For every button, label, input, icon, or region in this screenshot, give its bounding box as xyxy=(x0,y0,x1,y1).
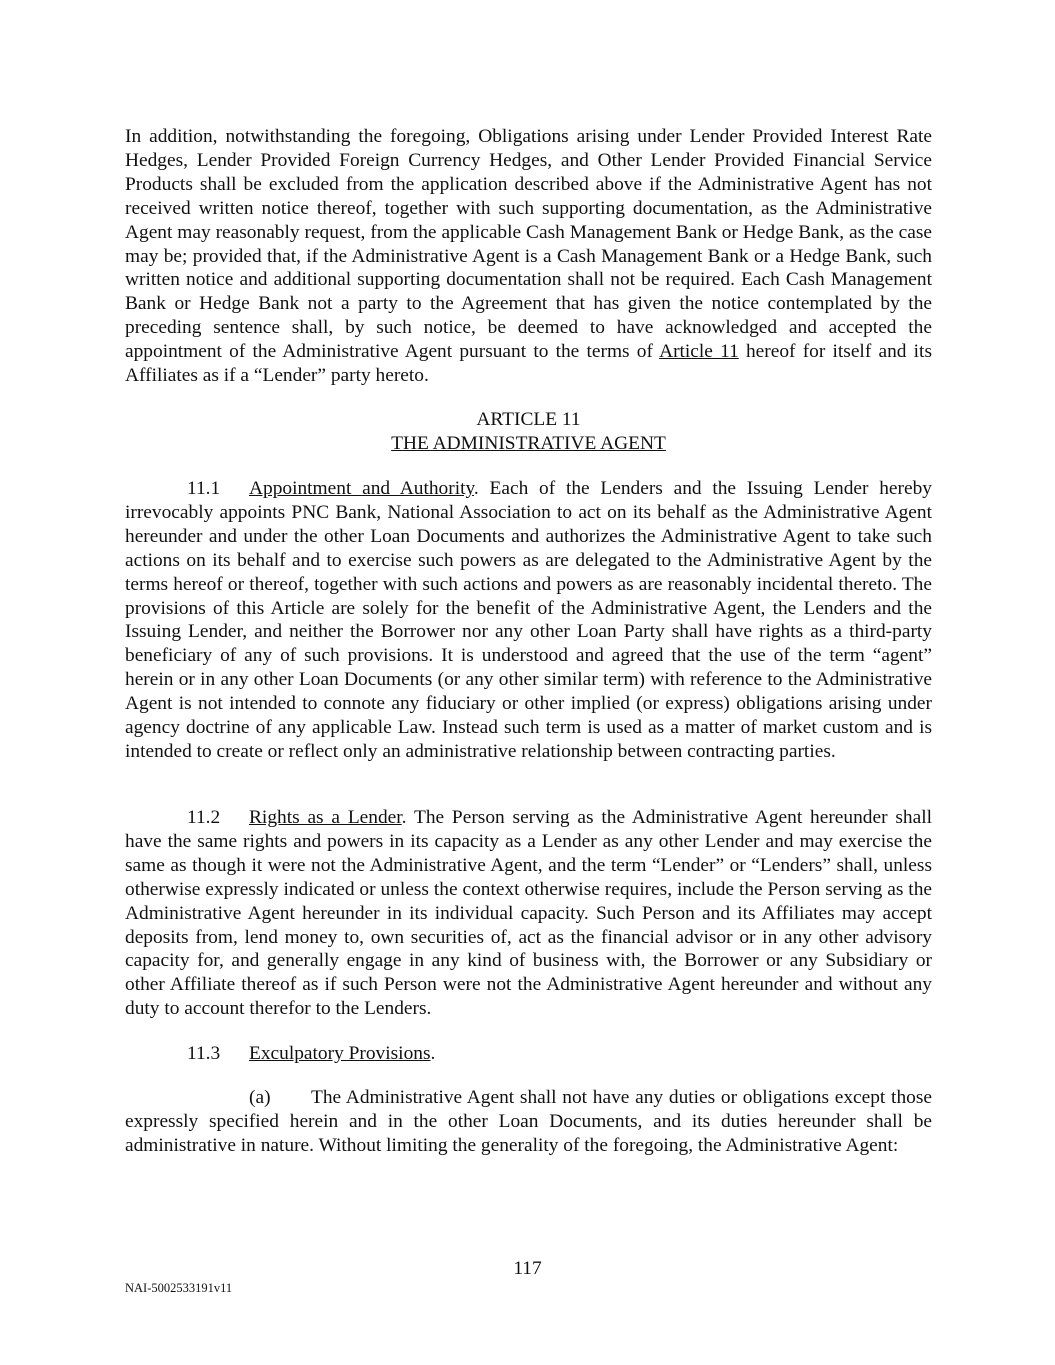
section-11-3-number: 11.3 xyxy=(187,1043,221,1064)
article-11-reference: Article 11 xyxy=(659,341,739,363)
section-11-2-number: 11.2 xyxy=(187,807,221,828)
article-number: ARTICLE 11 xyxy=(476,409,581,430)
intro-text-end: hereof for itself and its Affiliates as if a “Lender” party hereto. xyxy=(125,341,932,387)
section-11-1-number: 11.1 xyxy=(187,478,221,499)
section-11-1-heading: Appointment and Authority xyxy=(249,478,474,499)
section-11-3-a xyxy=(125,1086,932,1158)
section-11-2-text: . The Person serving as the Administrative Agent hereunder shall have the same rights and powers in its capacity as a Lender as any other Lender and may exercise the same as though it were not the Administrative Agent, and the term “Lender” or “Lenders” shall, unless otherwise expressly indicated or unless the context otherwise requires, include the Person serving as the Administrative Agent hereunder in its individual capacity. Such Person and its Affiliates may accept deposits from, lend money to, own securities of, act as the financial advisor or in any other advisory capacity for, and generally engage in any kind of business with, the Borrower or any Subsidiary or other Affiliate thereof as if such Person were not the Administrative Agent hereunder and without any duty to account therefor to the Lenders. xyxy=(125,807,932,1020)
intro-paragraph xyxy=(125,125,932,388)
document-id: NAI-5002533191v11 xyxy=(125,1281,233,1295)
section-11-2-heading: Rights as a Lender xyxy=(249,807,402,828)
section-11-3-text: . xyxy=(430,1043,436,1064)
article-title-text: THE ADMINISTRATIVE AGENT xyxy=(391,433,666,454)
section-11-3 xyxy=(125,1042,932,1066)
section-11-2 xyxy=(125,806,932,1021)
article-title xyxy=(125,432,932,456)
section-11-3-heading: Exculpatory Provisions xyxy=(249,1043,431,1064)
section-11-1-text: . Each of the Lenders and the Issuing Lender hereby irrevocably appoints PNC Bank, National Association to act on its behalf as the Administrative Agent hereunder and under the other Loan Documents and authorizes the Administrative Agent to take such actions on its behalf and to exercise such powers as are delegated to the Administrative Agent by the terms hereof or thereof, together with such actions and powers as are reasonably incidental thereto. The provisions of this Article are solely for the benefit of the Administrative Agent, the Lenders and the Issuing Lender, and neither the Borrower nor any other Loan Party shall have rights as a third-party beneficiary of any of such provisions. It is understood and agreed that the use of the term “agent” herein or in any other Loan Documents (or any other similar term) with reference to the Administrative Agent is not intended to connote any fiduciary or other implied (or express) obligations arising under agency doctrine of any applicable Law. Instead such term is used as a matter of market custom and is intended to create or reflect only an administrative relationship between contracting parties. xyxy=(125,478,932,762)
section-11-3-a-text: The Administrative Agent shall not have any duties or obligations except those expressly specified herein and in the other Loan Documents, and its duties hereunder shall be administrative in nature. Without limiting the generality of the foregoing, the Administrative Agent: xyxy=(125,1087,932,1156)
section-11-3-a-label: (a) xyxy=(249,1087,271,1108)
section-11-1 xyxy=(125,477,932,764)
page-number: 117 xyxy=(513,1258,542,1279)
intro-text: In addition, notwithstanding the foregoing, Obligations arising under Lender Provided Interest Rate Hedges, Lender Provided Foreign Currency Hedges, and Other Lender Provided Financial Service Products shall be excluded from the application described above if the Administrative Agent has not received written notice thereof, together with such supporting documentation, as the Administrative Agent may reasonably request, from the applicable Cash Management Bank or Hedge Bank, as the case may be; provided that, if the Administrative Agent is a Cash Management Bank or a Hedge Bank, such written notice and additional supporting documentation shall not be required. Each Cash Management Bank or Hedge Bank not a party to the Agreement that has given the notice contemplated by the preceding sentence shall, by such notice, be deemed to have acknowledged and accepted the appointment of the Administrative Agent pursuant to the terms of xyxy=(125,126,932,363)
